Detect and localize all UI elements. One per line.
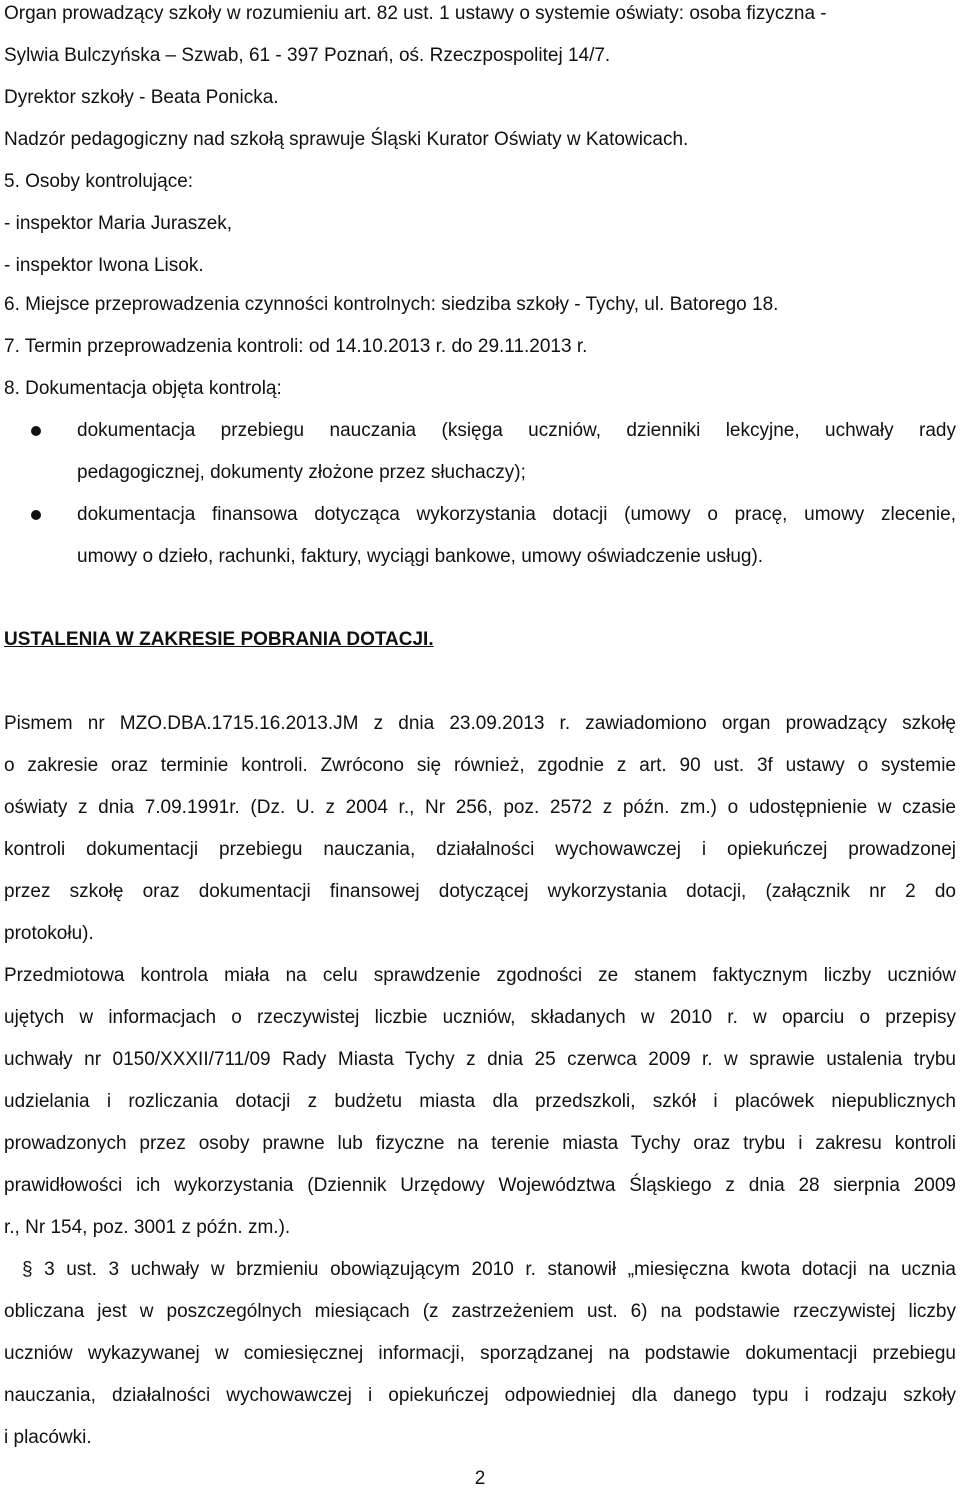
text-line: Organ prowadzący szkoły w rozumieniu art. 82 ust. 1 ustawy o systemie oświaty: osoba fizyczna - [4, 3, 827, 24]
paragraph-line: Pismem nr MZO.DBA.1715.16.2013.JM z dnia 23.09.2013 r. zawiadomiono organ prowadzący szkołę [4, 713, 956, 734]
bullet-item-line: umowy o dzieło, rachunki, faktury, wyciągi bankowe, umowy oświadczenie usług). [77, 546, 764, 567]
text-line: Nadzór pedagogiczny nad szkołą sprawuje Śląski Kurator Oświaty w Katowicach. [4, 129, 689, 150]
bullet-item-line: pedagogicznej, dokumenty złożone przez słuchaczy); [77, 462, 526, 483]
paragraph-line: uczniów wykazywanej w comiesięcznej informacji, sporządzanej na podstawie dokumentacji przebiegu [4, 1343, 956, 1364]
section-item-8: 8. Dokumentacja objęta kontrolą: [4, 378, 282, 399]
page-number: 2 [474, 1468, 486, 1489]
paragraph-line: protokołu). [4, 923, 94, 944]
paragraph-line: prowadzonych przez osoby prawne lub fizyczne na terenie miasta Tychy oraz trybu i zakresu kontroli [4, 1133, 956, 1154]
inspector-item: - inspektor Iwona Lisok. [4, 255, 204, 276]
bullet-icon [31, 510, 41, 520]
paragraph-line: udzielania i rozliczania dotacji z budżetu miasta dla przedszkoli, szkół i placówek niepublicznych [4, 1091, 956, 1112]
paragraph-line: kontroli dokumentacji przebiegu nauczania, działalności wychowawczej i opiekuńczej prowadzonej [4, 839, 956, 860]
paragraph-line: obliczana jest w poszczególnych miesiącach (z zastrzeżeniem ust. 6) na podstawie rzeczywistej liczby [4, 1301, 956, 1322]
paragraph-line: prawidłowości ich wykorzystania (Dziennik Urzędowy Województwa Śląskiego z dnia 28 sierpnia 2009 [4, 1175, 956, 1196]
paragraph-line: § 3 ust. 3 uchwały w brzmieniu obowiązującym 2010 r. stanowił „miesięczna kwota dotacji na ucznia [22, 1259, 956, 1280]
text-line: Sylwia Bulczyńska – Szwab, 61 - 397 Poznań, oś. Rzeczpospolitej 14/7. [4, 45, 611, 66]
text-line: Dyrektor szkoły - Beata Ponicka. [4, 87, 279, 108]
bullet-icon [31, 426, 41, 436]
paragraph-line: ujętych w informacjach o rzeczywistej liczbie uczniów, składanych w 2010 r. w oparciu o przepisy [4, 1007, 956, 1028]
bullet-item-line: dokumentacja finansowa dotycząca wykorzystania dotacji (umowy o pracę, umowy zlecenie, [77, 504, 956, 525]
paragraph-line: Przedmiotowa kontrola miała na celu sprawdzenie zgodności ze stanem faktycznym liczby uczniów [4, 965, 956, 986]
section-item-7: 7. Termin przeprowadzenia kontroli: od 14.10.2013 r. do 29.11.2013 r. [4, 336, 588, 357]
bullet-item-line: dokumentacja przebiegu nauczania (księga uczniów, dzienniki lekcyjne, uchwały rady [77, 420, 956, 441]
paragraph-line: r., Nr 154, poz. 3001 z późn. zm.). [4, 1217, 291, 1238]
paragraph-line: uchwały nr 0150/XXXII/711/09 Rady Miasta Tychy z dnia 25 czerwca 2009 r. w sprawie ustalenia trybu [4, 1049, 956, 1070]
section-item-6: 6. Miejsce przeprowadzenia czynności kontrolnych: siedziba szkoły - Tychy, ul. Batorego 18. [4, 294, 779, 315]
paragraph-line: i placówki. [4, 1427, 92, 1448]
paragraph-line: o zakresie oraz terminie kontroli. Zwrócono się również, zgodnie z art. 90 ust. 3f ustawy o systemie [4, 755, 956, 776]
section-heading: USTALENIA W ZAKRESIE POBRANIA DOTACJI. [4, 629, 434, 650]
paragraph-line: oświaty z dnia 7.09.1991r. (Dz. U. z 2004 r., Nr 256, poz. 2572 z późn. zm.) o udostępnienie w czasie [4, 797, 956, 818]
paragraph-line: nauczania, działalności wychowawczej i opiekuńczej odpowiedniej dla danego typu i rodzaju szkoły [4, 1385, 956, 1406]
paragraph-line: przez szkołę oraz dokumentacji finansowej dotyczącej wykorzystania dotacji, (załącznik nr 2 do [4, 881, 956, 902]
inspector-item: - inspektor Maria Juraszek, [4, 213, 233, 234]
section-item-5: 5. Osoby kontrolujące: [4, 171, 194, 192]
